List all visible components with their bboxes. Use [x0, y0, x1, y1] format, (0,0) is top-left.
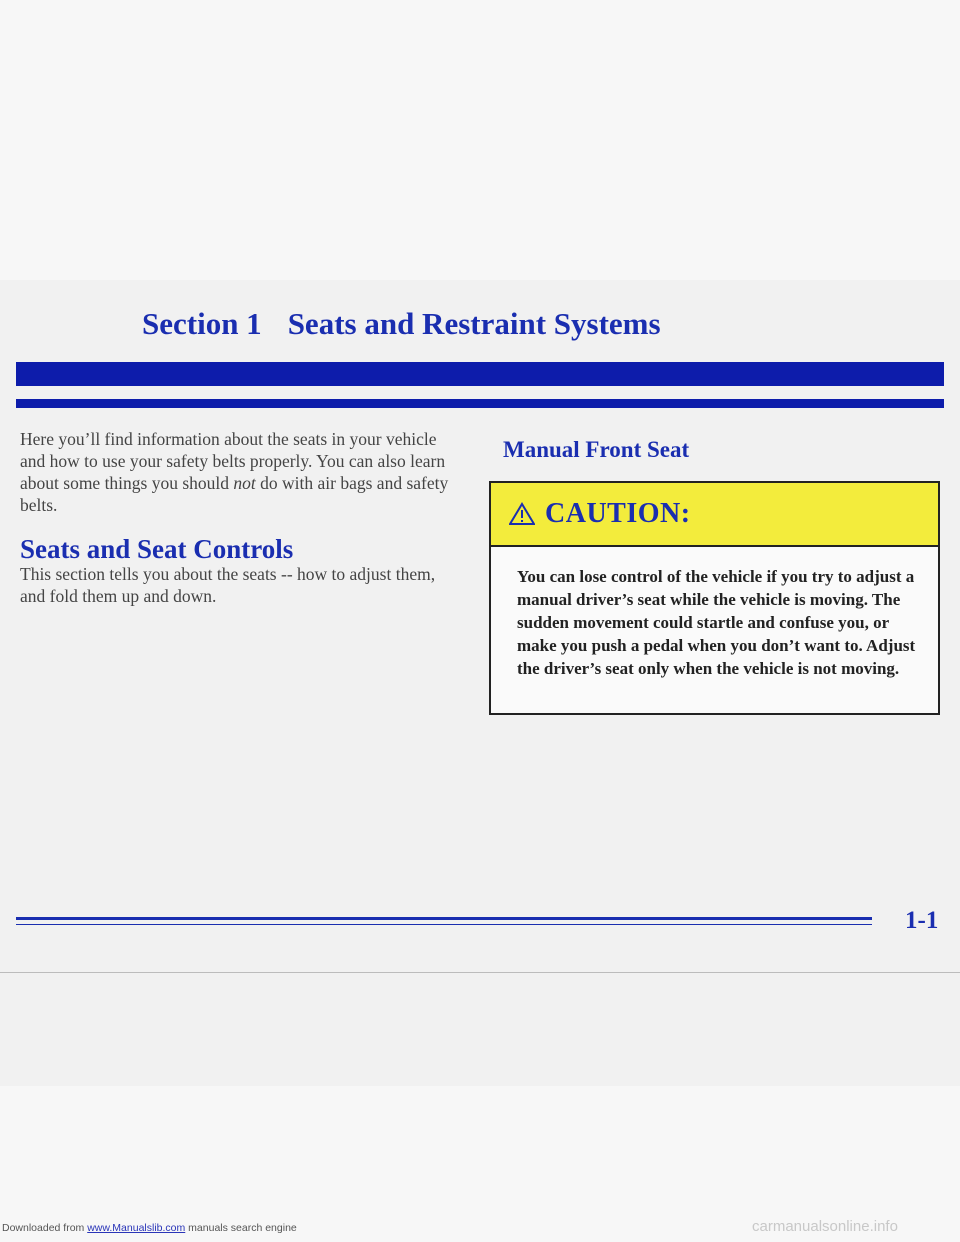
page-bottom-rule [0, 972, 960, 973]
footer-rule-thick [16, 917, 872, 920]
warning-triangle-icon [509, 502, 535, 526]
watermark: carmanualsonline.info [752, 1218, 898, 1235]
section-number: Section 1 [142, 306, 262, 341]
page-number: 1-1 [905, 907, 939, 934]
caution-box [489, 481, 940, 715]
section-title [142, 306, 661, 342]
seats-controls-heading: Seats and Seat Controls [20, 534, 294, 564]
download-note: Downloaded from www.Manualslib.com manuals search engine [2, 1222, 297, 1234]
manual-front-seat-heading: Manual Front Seat [503, 437, 690, 462]
manualslib-link[interactable]: www.Manualslib.com [87, 1222, 186, 1234]
intro-paragraph: Here you’ll find information about the seats in your vehicle and how to use your safety belts properly. You can also learn about some things you should not do with air bags and safety belts. [20, 429, 449, 515]
caution-label: CAUTION: [545, 498, 691, 529]
seats-controls-body: This section tells you about the seats -- how to adjust them, and fold them up and down. [20, 564, 436, 606]
intro-emphasis: not [233, 473, 256, 493]
caution-text: You can lose control of the vehicle if you try to adjust a manual driver’s seat while the vehicle is moving. The sudden movement could startle and confuse you, or make you push a pedal when you don’t want to. Adjust the driver’s seat only when the vehicle is not moving. [517, 567, 916, 678]
header-bar-thick [16, 362, 944, 386]
caution-header [491, 483, 938, 547]
footer-rule-thin [16, 924, 872, 925]
section-name: Seats and Restraint Systems [287, 306, 661, 341]
header-bar-thin [16, 399, 944, 408]
